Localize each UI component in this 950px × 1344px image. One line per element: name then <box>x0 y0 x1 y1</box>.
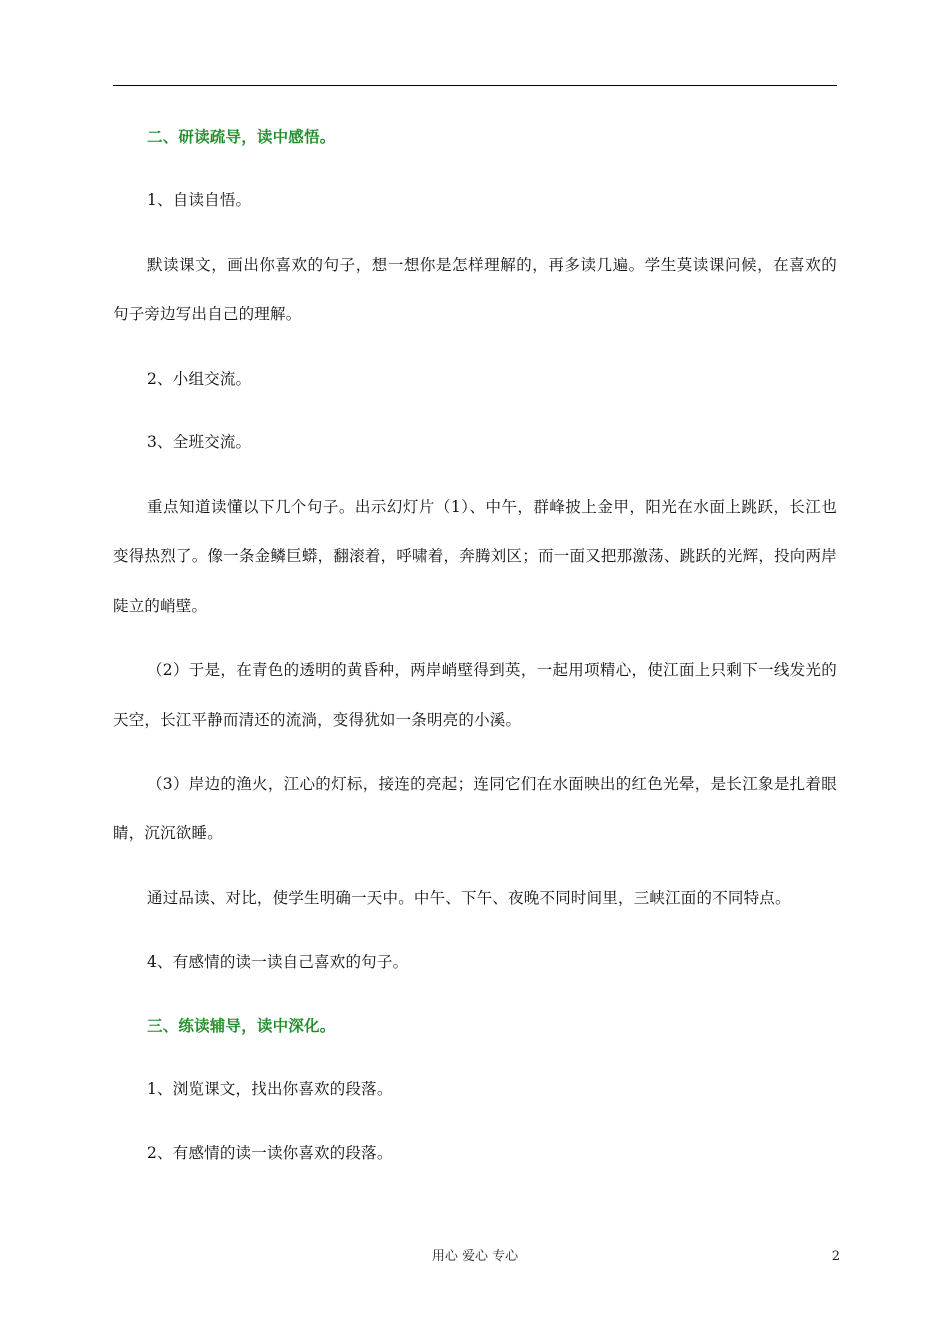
footer-motto: 用心 爱心 专心 <box>431 1249 519 1264</box>
paragraph-key-sentences-line2: 变得热烈了。像一条金鳞巨蟒，翻滚着，呼啸着，奔腾刘区；而一面又把那激荡、跳跃的光辉，投向两岸 <box>113 547 837 565</box>
section-heading-2: 二、研读疏导，读中感悟。 <box>147 127 336 146</box>
paragraph-read-favorite-paragraphs: 2、有感情的读一读你喜欢的段落。 <box>147 1144 393 1162</box>
page-number: 2 <box>831 1249 840 1264</box>
paragraph-sentence-3-line2: 睛，沉沉欲睡。 <box>113 824 223 842</box>
paragraph-comparison: 通过品读、对比，使学生明确一天中。中午、下午、夜晚不同时间里，三峡江面的不同特点。 <box>147 889 791 907</box>
paragraph-key-sentences-line1: 重点知道读懂以下几个句子。出示幻灯片（1）、中午，群峰披上金甲，阳光在水面上跳跃，长江也 <box>147 498 837 516</box>
paragraph-self-reading: 1、自读自悟。 <box>147 191 252 209</box>
paragraph-sentence-2-line1: （2）于是，在青色的透明的黄昏种，两岸峭壁得到英，一起用项精心，使江面上只剩下一线发光的 <box>147 661 837 679</box>
paragraph-group-discussion: 2、小组交流。 <box>147 370 252 388</box>
paragraph-silent-reading-line1: 默读课文，画出你喜欢的句子，想一想你是怎样理解的，再多读几遍。学生莫读课问候，在喜欢的 <box>147 256 837 274</box>
paragraph-class-discussion: 3、全班交流。 <box>147 433 252 451</box>
section-heading-3: 三、练读辅导，读中深化。 <box>147 1016 336 1035</box>
paragraph-key-sentences-line3: 陡立的峭壁。 <box>113 597 208 615</box>
paragraph-silent-reading-line2: 句子旁边写出自己的理解。 <box>113 305 302 323</box>
paragraph-read-favorite-sentences: 4、有感情的读一读自己喜欢的句子。 <box>147 953 409 971</box>
header-rule <box>113 85 837 86</box>
paragraph-sentence-2-line2: 天空，长江平静而清还的流淌，变得犹如一条明亮的小溪。 <box>113 711 522 729</box>
paragraph-sentence-3-line1: （3）岸边的渔火，江心的灯标，接连的亮起；连同它们在水面映出的红色光晕，是长江象是扎着眼 <box>147 775 837 793</box>
paragraph-browse-text: 1、浏览课文，找出你喜欢的段落。 <box>147 1080 393 1098</box>
